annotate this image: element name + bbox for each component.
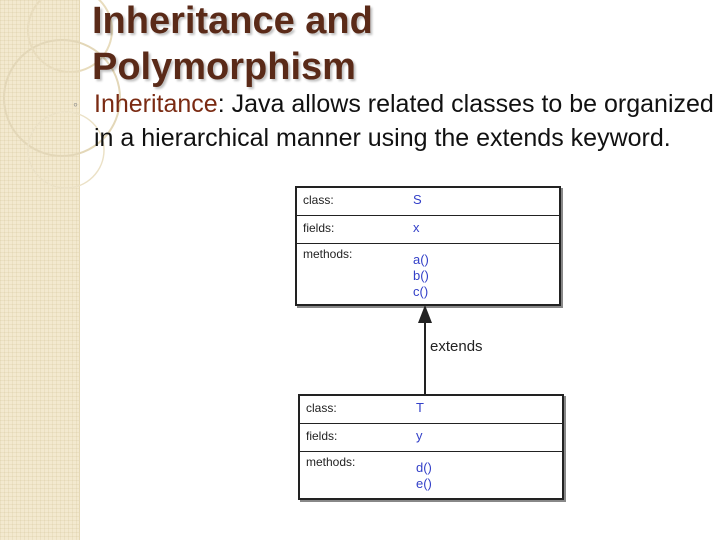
class-label: class: (303, 193, 334, 207)
fields-value: x (413, 220, 420, 235)
bullet-body: : Java allows related classes to be organized in a hierarchical manner using the extends keyword. (94, 90, 714, 152)
keyword-inheritance: Inheritance (94, 90, 218, 118)
methods-row (300, 452, 562, 500)
class-label: class: (306, 401, 337, 415)
extends-label: extends (430, 338, 483, 355)
class-row (300, 396, 562, 424)
slide-title: Inheritance and Polymorphism (92, 0, 373, 88)
class-name: T (416, 400, 424, 415)
fields-row (300, 424, 562, 452)
methods-value: a() b() c() (413, 252, 429, 299)
methods-label: methods: (303, 247, 353, 261)
class-name: S (413, 192, 422, 207)
class-box-t (298, 394, 564, 500)
fields-value: y (416, 428, 423, 443)
methods-value: d() e() (416, 460, 432, 491)
fields-label: fields: (303, 221, 335, 235)
fields-label: fields: (306, 429, 338, 443)
methods-label: methods: (306, 455, 356, 469)
bullet-icon: ◦ (73, 96, 78, 112)
